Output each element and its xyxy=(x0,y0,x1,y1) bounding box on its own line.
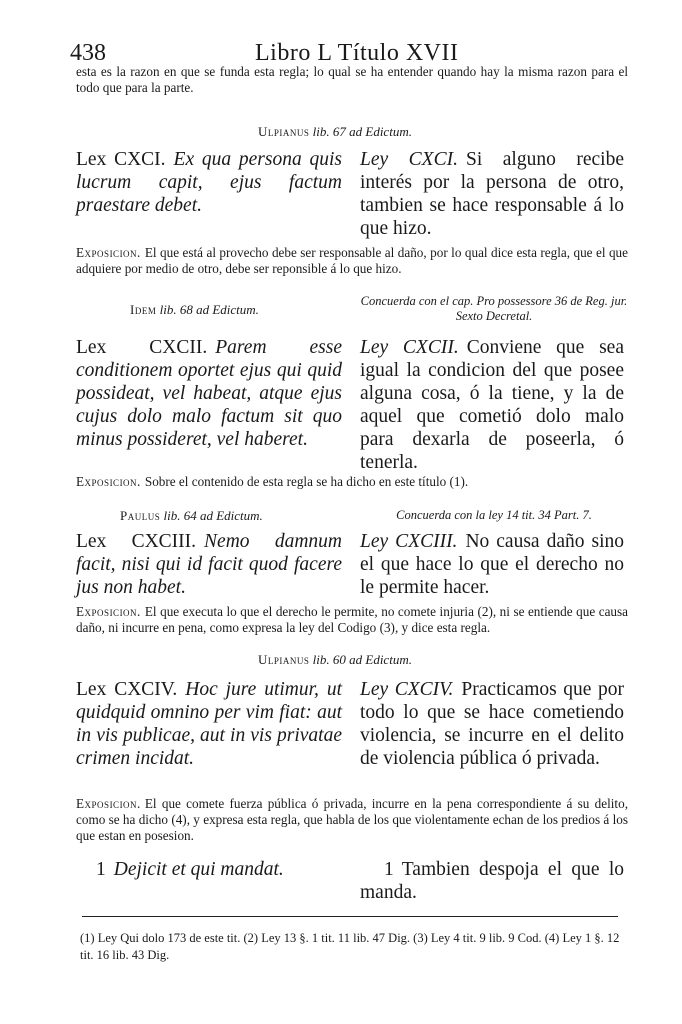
lex-heading: Lex CXCIII. xyxy=(76,531,197,552)
exposition-text: El que está al provecho debe ser responsable al daño, por lo qual dice esta regla, que el que adquiere por medio de otro, debe ser reponsible á lo que hizo. xyxy=(76,245,628,276)
spanish-rule xyxy=(360,530,624,599)
footnote-divider xyxy=(82,916,618,917)
concordance-note: Concuerda con el cap. Pro possessore 36 de Reg. jur. Sexto Decretal. xyxy=(360,294,628,323)
ley-heading: Ley CXCIV. xyxy=(360,679,454,700)
spanish-rule xyxy=(360,678,624,770)
exposition-text: Sobre el contenido de esta regla se ha dicho en este título (1). xyxy=(144,474,469,489)
footnotes: (1) Ley Qui dolo 173 de este tit. (2) Ley 13 §. 1 tit. 11 lib. 47 Dig. (3) Ley 4 tit. 9 lib. 9 Cod. (4) Ley 1 §. 12 tit. 16 lib. 43 Dig. xyxy=(80,931,620,962)
source-citation xyxy=(130,302,259,318)
exposition-label: Exposicion. xyxy=(76,604,141,619)
lex-text: Parem esse conditionem oportet ejus qui quid possideat, vel habeat, atque ejus cujus dolo malo factum sit quo minus possideret, vel haberet. xyxy=(76,337,342,450)
subrule-text: Tambien despoja el que lo manda. xyxy=(360,859,624,903)
spanish-rule xyxy=(360,336,624,474)
source-citation xyxy=(120,508,263,524)
latin-rule xyxy=(76,336,342,451)
exposition xyxy=(76,796,628,844)
subrule-number: 1 xyxy=(96,859,106,880)
latin-rule xyxy=(76,678,342,770)
exposition-label: Exposicion. xyxy=(76,245,141,260)
subrule-text: Dejicit et qui mandat. xyxy=(113,859,284,880)
ley-text: No causa daño sino el que hace lo que el derecho no le permite hacer. xyxy=(360,531,624,598)
source-ref: lib. 60 ad Edictum. xyxy=(312,652,412,667)
source-author: Idem xyxy=(130,302,157,317)
source-citation xyxy=(258,124,412,140)
ley-heading: Ley CXCI. xyxy=(360,149,458,170)
ley-text: Si alguno recibe interés por la persona de otro, tambien se hace responsable á lo que hizo. xyxy=(360,149,624,239)
source-ref: lib. 64 ad Edictum. xyxy=(163,508,263,523)
latin-rule xyxy=(76,530,342,599)
source-citation xyxy=(258,652,412,668)
source-author: Ulpianus xyxy=(258,124,310,139)
source-ref: lib. 68 ad Edictum. xyxy=(159,302,259,317)
subrule-number: 1 xyxy=(384,859,394,880)
exposition-label: Exposicion. xyxy=(76,796,141,811)
latin-subrule xyxy=(76,858,342,881)
ley-heading: Ley CXCIII. xyxy=(360,531,458,552)
exposition-label: Exposicion. xyxy=(76,474,141,489)
lex-text: Ex qua persona quis lucrum capit, ejus factum praestare debet. xyxy=(76,149,342,216)
source-ref: lib. 67 ad Edictum. xyxy=(312,124,412,139)
ley-heading: Ley CXCII. xyxy=(360,337,459,358)
lex-heading: Lex CXCI. xyxy=(76,149,166,170)
spanish-rule xyxy=(360,148,624,240)
lex-text: Hoc jure utimur, ut quidquid omnino per vim fiat: aut in vis publicae, aut in vis privatae crimen incidat. xyxy=(76,679,342,769)
lex-heading: Lex CXCII. xyxy=(76,337,208,358)
exposition-text: El que comete fuerza pública ó privada, incurre en la pena correspondiente á su delito, como se ha dicho (4), y expresa esta regla, que habla de los que violentamente echan de los predios á los que estan en posesion. xyxy=(76,796,628,843)
source-author: Paulus xyxy=(120,508,161,523)
intro-text: esta es la razon en que se funda esta regla; lo qual se ha entender quando hay la misma razon para el todo que para la parte. xyxy=(76,64,628,95)
spanish-subrule xyxy=(360,858,624,904)
lex-heading: Lex CXCIV. xyxy=(76,679,178,700)
ley-text: Practicamos que por todo lo que se hace cometiendo violencia, se incurre en el delito de violencia pública ó privada. xyxy=(360,679,624,769)
page-title: Libro L Título XVII xyxy=(255,40,459,66)
exposition xyxy=(76,245,628,277)
exposition-text: El que executa lo que el derecho le permite, no comete injuria (2), ni se entiende que causa daño, ni incurre en pena, como expresa la ley del Codigo (3), y dice esta regla. xyxy=(76,604,628,635)
page-number: 438 xyxy=(70,40,106,66)
concordance-note: Concuerda con la ley 14 tit. 34 Part. 7. xyxy=(396,508,592,522)
exposition xyxy=(76,604,628,636)
source-author: Ulpianus xyxy=(258,652,310,667)
lex-text: Nemo damnum facit, nisi qui id facit quod facere jus non habet. xyxy=(76,531,342,598)
latin-rule xyxy=(76,148,342,217)
exposition xyxy=(76,474,628,490)
ley-text: Conviene que sea igual la condicion del que posee alguna cosa, ó la tiene, y la de aquel que cometió dolo malo para dexarla de poseerla, ó tenerla. xyxy=(360,337,624,473)
